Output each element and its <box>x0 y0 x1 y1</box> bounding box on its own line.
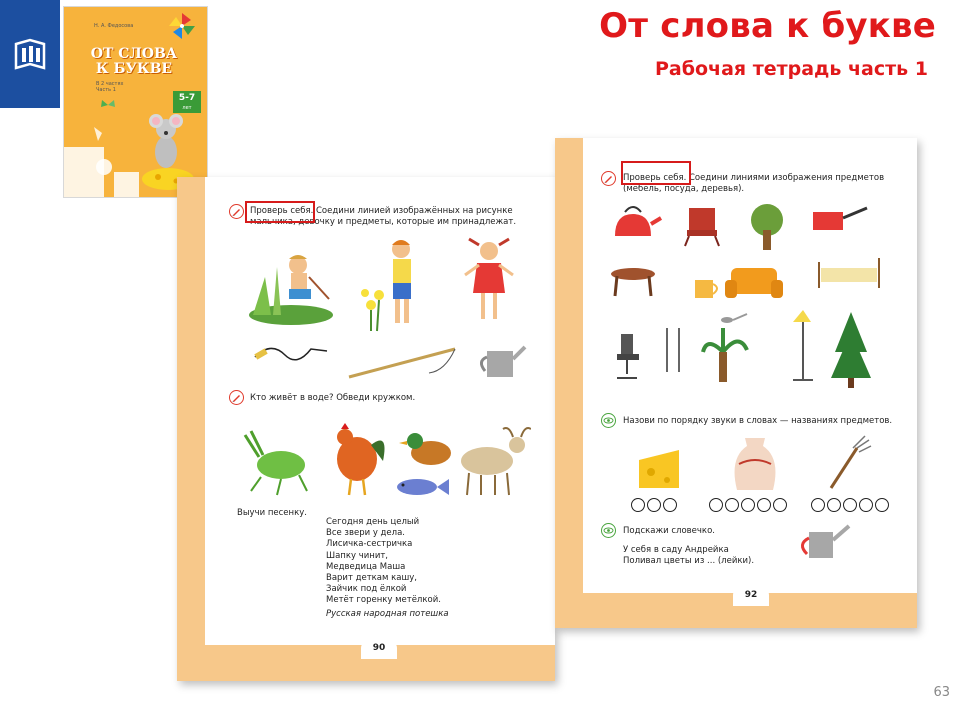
fork-icon <box>831 436 871 488</box>
riddle-line: Поливал цветы из ... (лейки). <box>623 556 755 566</box>
right-page-frame <box>555 138 917 628</box>
fish-icon <box>397 479 449 495</box>
pencil-icon <box>601 171 616 186</box>
goat-icon <box>461 428 531 495</box>
butterfly-icon <box>100 99 116 111</box>
fish-hook-illustration <box>251 337 331 367</box>
sound-circle <box>725 498 739 512</box>
poem-line: Варит деткам кашу, <box>326 573 417 584</box>
left-page-number: 90 <box>361 637 397 659</box>
saucepan-icon <box>813 208 867 230</box>
poem-line: Все звери у дела. <box>326 528 405 539</box>
pinwheel-icon <box>167 11 197 41</box>
vase-icon <box>735 438 776 490</box>
fishing-rod-illustration <box>345 343 465 383</box>
sound-circles-1 <box>631 498 677 512</box>
song-label: Выучи песенку. <box>237 508 307 518</box>
girl-jumping-illustration <box>459 235 519 335</box>
poem-line: Медведица Маша <box>326 561 406 572</box>
sound-circle <box>709 498 723 512</box>
publisher-logo <box>0 0 60 108</box>
furniture-dishes-trees-illustration <box>607 202 897 392</box>
sound-circle <box>663 498 677 512</box>
riddle <box>623 545 754 567</box>
sound-circle <box>811 498 825 512</box>
sound-circle <box>757 498 771 512</box>
office-chair-icon <box>617 334 639 378</box>
animals-illustration <box>241 421 531 501</box>
left-task1-label: Проверь себя. <box>250 206 314 216</box>
left-page <box>205 177 555 645</box>
riddle-line: У себя в саду Андрейка <box>623 545 729 555</box>
bed-icon <box>819 258 879 288</box>
sound-circle <box>647 498 661 512</box>
slide-title: От слова к букве <box>599 6 936 46</box>
duck-icon <box>399 433 451 465</box>
cover-part: В 2 частях Часть 1 <box>96 81 124 93</box>
sound-circle <box>827 498 841 512</box>
left-task2-text: Кто живёт в воде? Обведи кружком. <box>250 393 416 403</box>
left-task1-text: Соедини линией изображённых на рисунке мальчика, девочку и предметы, которые им принадлежат. <box>250 206 517 227</box>
right-task1-label: Проверь себя. <box>623 173 687 183</box>
crayfish-icon <box>245 431 307 495</box>
cover-author: Н. А. Федосова <box>94 23 134 29</box>
watering-can-illustration <box>475 341 527 381</box>
sound-circle <box>631 498 645 512</box>
book-cover <box>63 6 208 198</box>
right-task3-text: Подскажи словечко. <box>623 526 715 536</box>
fork-knife-icon <box>667 328 679 372</box>
sound-circle <box>773 498 787 512</box>
slide-subtitle: Рабочая тетрадь часть 1 <box>654 58 928 80</box>
palm-plant-icon <box>703 328 747 382</box>
armchair-icon <box>725 268 783 298</box>
cheese-icon <box>639 450 679 488</box>
eye-icon <box>601 413 616 428</box>
age-badge: 5-7 лет <box>173 91 201 113</box>
poem-line: Лисичка-сестричка <box>326 539 413 550</box>
fir-tree-icon <box>831 312 871 388</box>
cup-icon <box>695 280 717 298</box>
eye-icon <box>601 523 616 538</box>
poem <box>326 517 441 607</box>
slide-number: 63 <box>933 685 950 700</box>
floor-lamp-icon <box>793 310 813 380</box>
right-page-number: 92 <box>733 584 769 606</box>
left-page-frame <box>177 177 555 681</box>
chair-icon <box>685 208 719 246</box>
table-icon <box>611 268 655 296</box>
oak-tree-icon <box>751 204 783 250</box>
sound-circles-3 <box>811 498 889 512</box>
spoon-icon <box>721 314 747 323</box>
highlight-box <box>621 161 691 185</box>
cover-title: ОТ СЛОВА К БУКВЕ <box>90 46 178 77</box>
boy-with-flowers-illustration <box>357 235 437 335</box>
sound-circle <box>843 498 857 512</box>
right-task2-text: Назови по порядку звуки в словах — названиях предметов. <box>623 416 893 426</box>
kettle-icon <box>615 207 661 236</box>
publisher-logo-icon <box>14 38 46 72</box>
sound-circle <box>859 498 873 512</box>
highlight-box <box>245 201 315 223</box>
right-task1-text: Соедини линиями изображения предметов (мебель, посуда, деревья). <box>623 173 885 194</box>
right-page <box>583 138 917 593</box>
rooster-icon <box>337 423 385 495</box>
sound-circles-2 <box>709 498 787 512</box>
poem-line: Метёт горенку метёлкой. <box>326 595 441 606</box>
sound-circle <box>875 498 889 512</box>
poem-source: Русская народная потешка <box>326 609 449 619</box>
pencil-icon <box>229 390 244 405</box>
poem-line: Зайчик под ёлкой <box>326 584 407 595</box>
poem-line: Шапку чинит, <box>326 550 389 561</box>
boy-fishing-illustration <box>243 237 343 327</box>
sound-objects-illustration <box>635 434 875 494</box>
pencil-icon <box>229 204 244 219</box>
watering-can-illustration <box>795 518 855 564</box>
poem-line: Сегодня день целый <box>326 517 420 527</box>
sound-circle <box>741 498 755 512</box>
